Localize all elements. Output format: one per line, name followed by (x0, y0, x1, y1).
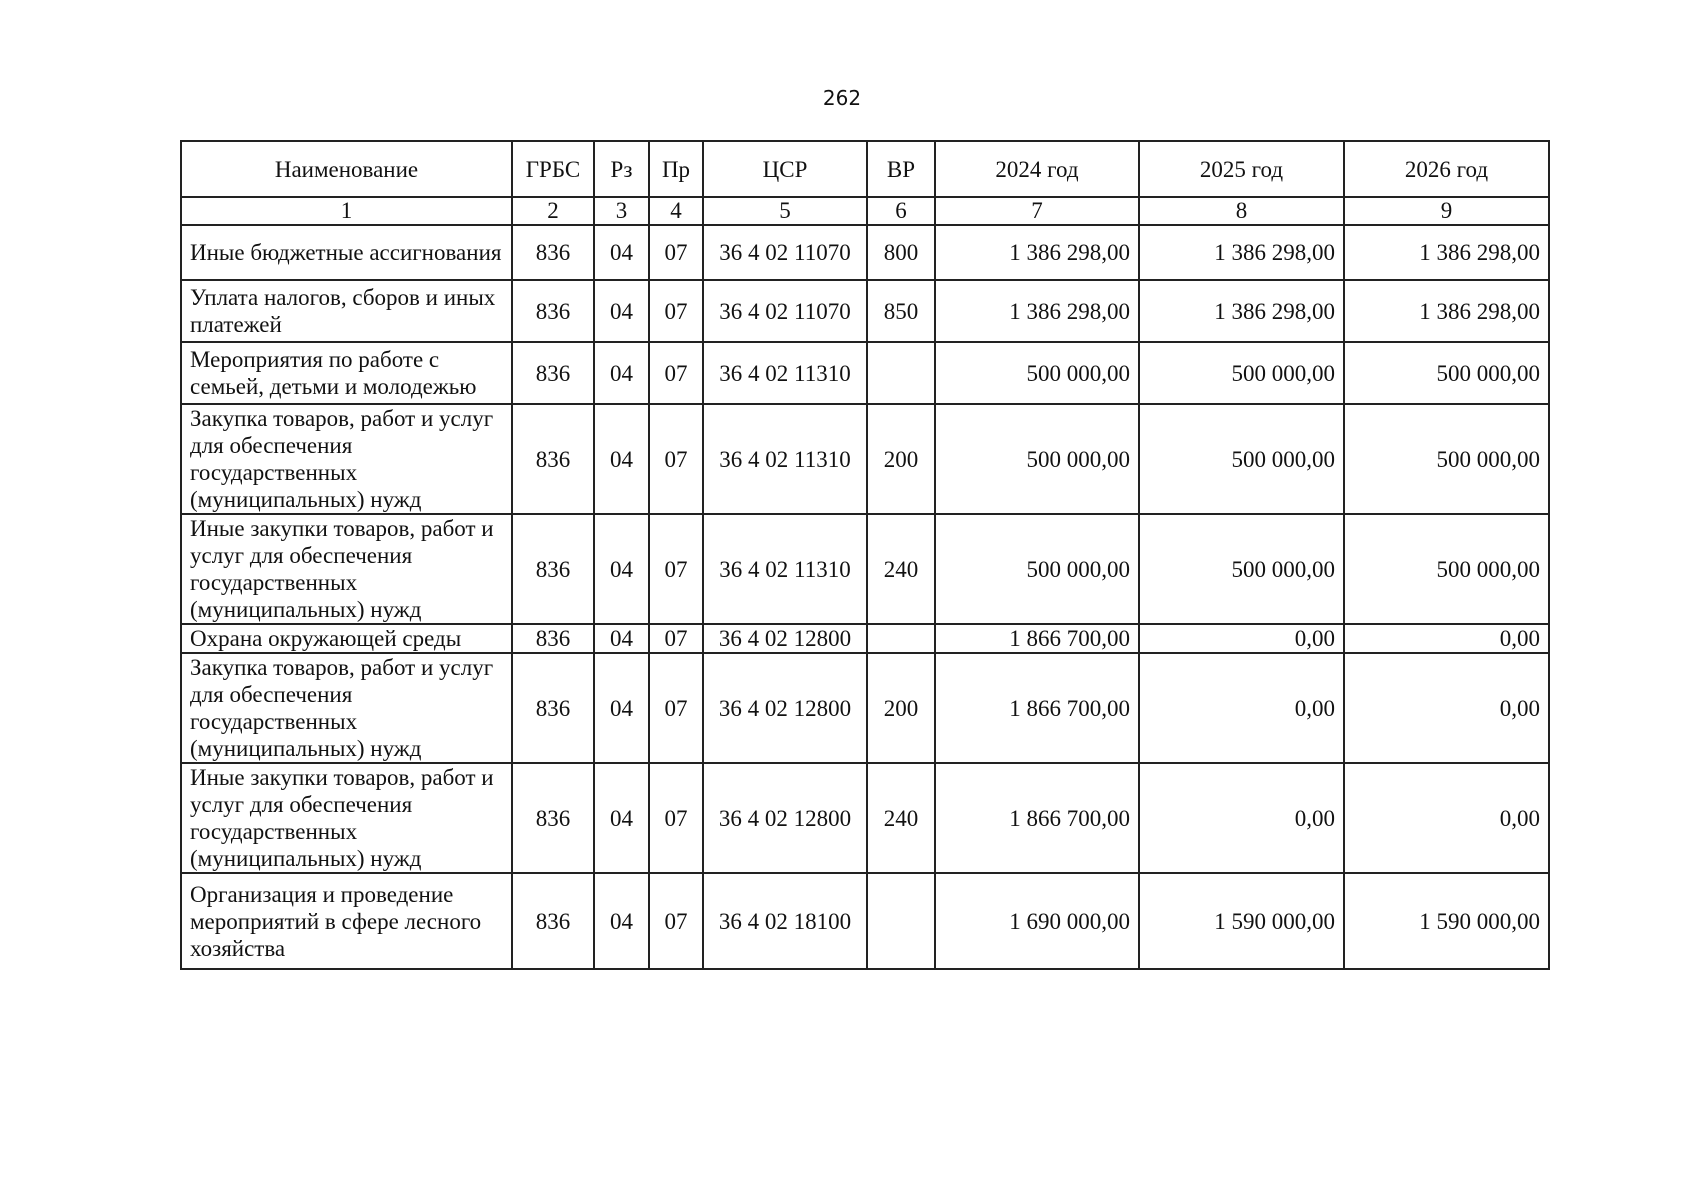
row-pr: 07 (649, 653, 703, 763)
row-name: Уплата налогов, сборов и иных платежей (181, 280, 512, 342)
row-2024: 1 866 700,00 (935, 763, 1139, 873)
header-vr: ВР (867, 141, 935, 197)
column-number: 1 (181, 197, 512, 225)
row-name: Мероприятия по работе с семьей, детьми и молодежью (181, 342, 512, 404)
row-vr (867, 873, 935, 969)
row-vr: 240 (867, 763, 935, 873)
row-2025: 0,00 (1139, 653, 1344, 763)
row-grbs: 836 (512, 225, 594, 280)
row-grbs: 836 (512, 653, 594, 763)
header-2024: 2024 год (935, 141, 1139, 197)
row-2026: 0,00 (1344, 624, 1549, 653)
column-number: 2 (512, 197, 594, 225)
header-2026: 2026 год (1344, 141, 1549, 197)
row-pr: 07 (649, 404, 703, 514)
column-number: 3 (594, 197, 649, 225)
column-number: 6 (867, 197, 935, 225)
row-2025: 1 386 298,00 (1139, 225, 1344, 280)
row-name: Иные бюджетные ассигнования (181, 225, 512, 280)
table-row (181, 763, 1549, 873)
row-csr: 36 4 02 12800 (703, 653, 867, 763)
row-csr: 36 4 02 11070 (703, 225, 867, 280)
row-csr: 36 4 02 12800 (703, 763, 867, 873)
row-vr: 850 (867, 280, 935, 342)
row-2025: 1 590 000,00 (1139, 873, 1344, 969)
row-2024: 500 000,00 (935, 514, 1139, 624)
row-name: Охрана окружающей среды (181, 624, 512, 653)
row-2024: 500 000,00 (935, 404, 1139, 514)
row-grbs: 836 (512, 873, 594, 969)
column-number-row (181, 197, 1549, 225)
header-row (181, 141, 1549, 197)
row-2024: 1 386 298,00 (935, 280, 1139, 342)
row-name: Закупка товаров, работ и услуг для обеспечения государственных (муниципальных) нужд (181, 404, 512, 514)
row-csr: 36 4 02 12800 (703, 624, 867, 653)
row-2025: 0,00 (1139, 763, 1344, 873)
row-pr: 07 (649, 342, 703, 404)
row-2026: 1 386 298,00 (1344, 280, 1549, 342)
row-2025: 500 000,00 (1139, 404, 1344, 514)
row-pr: 07 (649, 225, 703, 280)
row-grbs: 836 (512, 763, 594, 873)
row-name: Организация и проведение мероприятий в сфере лесного хозяйства (181, 873, 512, 969)
row-2026: 0,00 (1344, 763, 1549, 873)
row-2026: 0,00 (1344, 653, 1549, 763)
row-grbs: 836 (512, 404, 594, 514)
row-rz: 04 (594, 873, 649, 969)
header-rz: Рз (594, 141, 649, 197)
row-vr: 200 (867, 404, 935, 514)
row-rz: 04 (594, 624, 649, 653)
row-vr (867, 342, 935, 404)
header-2025: 2025 год (1139, 141, 1344, 197)
row-2025: 0,00 (1139, 624, 1344, 653)
row-2026: 500 000,00 (1344, 404, 1549, 514)
header-pr: Пр (649, 141, 703, 197)
row-2024: 1 866 700,00 (935, 624, 1139, 653)
row-csr: 36 4 02 18100 (703, 873, 867, 969)
row-vr: 240 (867, 514, 935, 624)
row-grbs: 836 (512, 514, 594, 624)
row-2024: 1 866 700,00 (935, 653, 1139, 763)
row-rz: 04 (594, 404, 649, 514)
page-number: 262 (822, 86, 862, 110)
row-vr (867, 624, 935, 653)
row-csr: 36 4 02 11310 (703, 514, 867, 624)
row-name: Иные закупки товаров, работ и услуг для обеспечения государственных (муниципальных) нужд (181, 763, 512, 873)
header-name: Наименование (181, 141, 512, 197)
column-number: 9 (1344, 197, 1549, 225)
row-grbs: 836 (512, 342, 594, 404)
table-row (181, 225, 1549, 280)
budget-table (180, 140, 1550, 970)
row-rz: 04 (594, 280, 649, 342)
row-2025: 500 000,00 (1139, 514, 1344, 624)
row-rz: 04 (594, 225, 649, 280)
row-2024: 1 690 000,00 (935, 873, 1139, 969)
row-rz: 04 (594, 342, 649, 404)
row-vr: 800 (867, 225, 935, 280)
row-name: Иные закупки товаров, работ и услуг для обеспечения государственных (муниципальных) нужд (181, 514, 512, 624)
column-number: 7 (935, 197, 1139, 225)
row-csr: 36 4 02 11070 (703, 280, 867, 342)
row-2026: 1 386 298,00 (1344, 225, 1549, 280)
row-2026: 1 590 000,00 (1344, 873, 1549, 969)
row-pr: 07 (649, 280, 703, 342)
row-2024: 500 000,00 (935, 342, 1139, 404)
row-name: Закупка товаров, работ и услуг для обеспечения государственных (муниципальных) нужд (181, 653, 512, 763)
header-grbs: ГРБС (512, 141, 594, 197)
row-grbs: 836 (512, 280, 594, 342)
row-2026: 500 000,00 (1344, 514, 1549, 624)
row-csr: 36 4 02 11310 (703, 342, 867, 404)
column-number: 8 (1139, 197, 1344, 225)
row-rz: 04 (594, 653, 649, 763)
row-rz: 04 (594, 763, 649, 873)
column-number: 4 (649, 197, 703, 225)
row-2024: 1 386 298,00 (935, 225, 1139, 280)
row-rz: 04 (594, 514, 649, 624)
table-row (181, 873, 1549, 969)
table-row (181, 514, 1549, 624)
row-pr: 07 (649, 873, 703, 969)
row-vr: 200 (867, 653, 935, 763)
table-row (181, 653, 1549, 763)
row-csr: 36 4 02 11310 (703, 404, 867, 514)
table-row (181, 624, 1549, 653)
row-2025: 500 000,00 (1139, 342, 1344, 404)
row-pr: 07 (649, 514, 703, 624)
row-2025: 1 386 298,00 (1139, 280, 1344, 342)
table-row (181, 404, 1549, 514)
row-grbs: 836 (512, 624, 594, 653)
row-pr: 07 (649, 763, 703, 873)
table-row (181, 280, 1549, 342)
header-csr: ЦСР (703, 141, 867, 197)
row-pr: 07 (649, 624, 703, 653)
column-number: 5 (703, 197, 867, 225)
table-row (181, 342, 1549, 404)
row-2026: 500 000,00 (1344, 342, 1549, 404)
